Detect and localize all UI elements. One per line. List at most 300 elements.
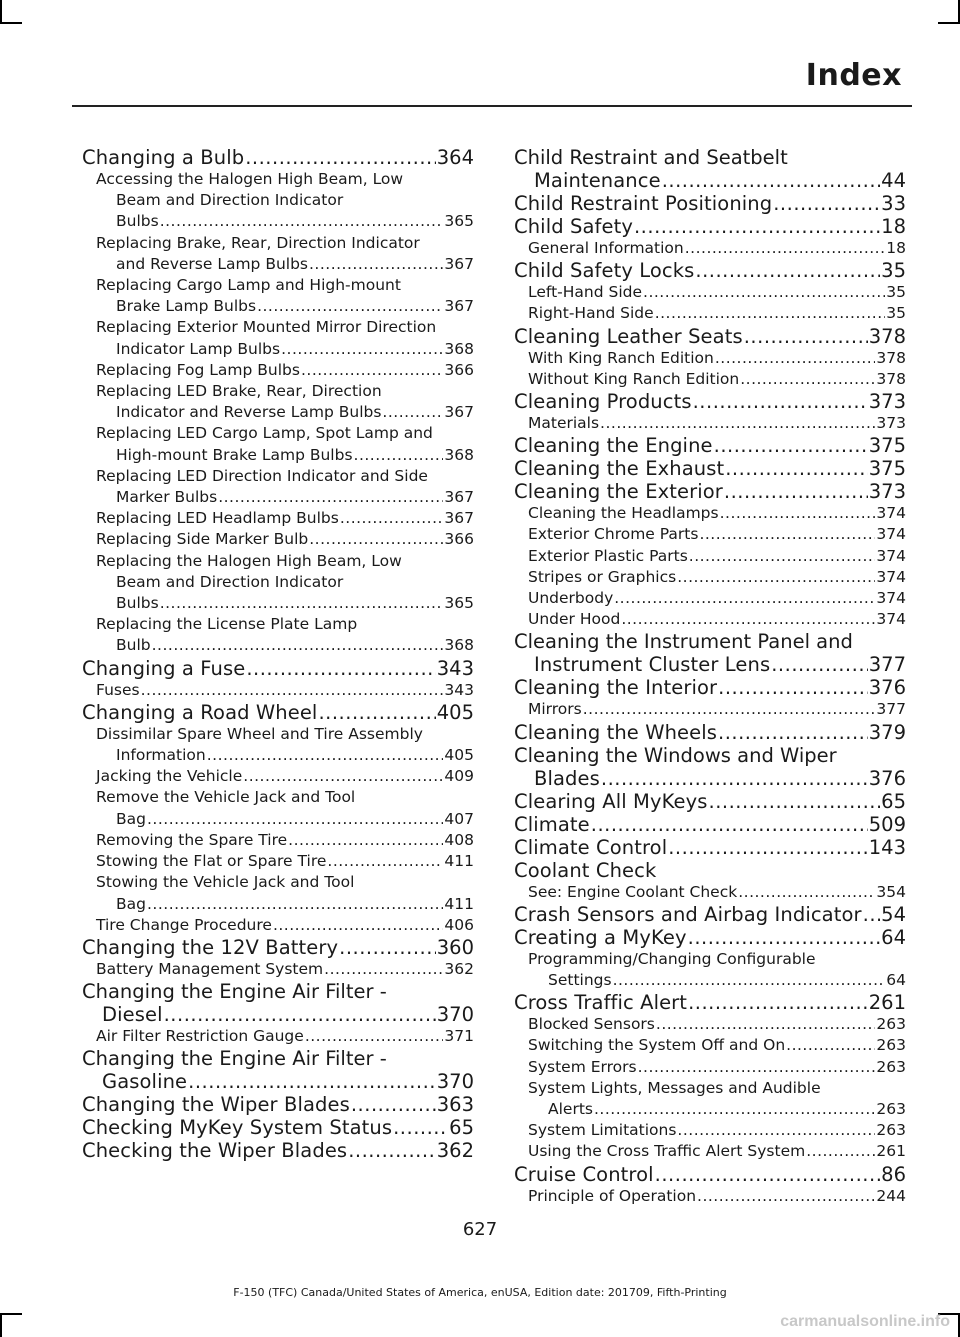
index-entry: [82, 551, 474, 615]
entry-label-continued: [96, 593, 474, 614]
leader-dots: [273, 915, 443, 936]
entry-label-continued: [96, 339, 474, 360]
entry-label: Cleaning the Exterior: [514, 480, 723, 504]
entry-label: Right-Hand Side: [528, 304, 654, 323]
leader-dots: [668, 836, 868, 859]
index-entry: [514, 1014, 906, 1035]
entry-page: 261: [868, 991, 906, 1015]
index-entry: [514, 1186, 906, 1207]
entry-label: Replacing Exterior Mounted Mirror Direction: [96, 318, 437, 337]
entry-page: 374: [876, 589, 906, 608]
index-entry: [514, 503, 906, 524]
entry-label-continued: [96, 894, 474, 915]
entry-label: Replacing LED Direction Indicator and Side: [96, 466, 428, 485]
entry-page: 35: [886, 283, 906, 302]
leader-dots: [695, 259, 880, 282]
index-entry: [82, 423, 474, 465]
leader-dots: [614, 588, 875, 609]
entry-page: 363: [436, 1093, 474, 1117]
leader-dots: [160, 593, 444, 614]
index-entry: [82, 872, 474, 914]
entry-label: Creating a MyKey: [514, 925, 687, 949]
entry-page: 368: [444, 339, 474, 358]
entry-label: Child Safety: [514, 215, 633, 238]
leader-dots: [246, 657, 435, 680]
leader-dots: [656, 1014, 876, 1035]
leader-dots: [188, 1070, 436, 1093]
entry-page: 263: [876, 1100, 906, 1119]
entry-page: 18: [881, 215, 906, 238]
index-entry: [82, 360, 474, 381]
index-entry: [82, 169, 474, 233]
leader-dots: [655, 303, 886, 324]
entry-page: 376: [868, 766, 906, 790]
index-entry: [82, 317, 474, 359]
entry-label: Remove the Vehicle Jack and Tool: [96, 788, 356, 807]
crop-mark: [0, 0, 2, 22]
index-entry: [82, 915, 474, 936]
index-entry: [514, 567, 906, 588]
index-entry: [82, 529, 474, 550]
entry-page: 411: [444, 894, 474, 913]
entry-label: Air Filter Restriction Gauge: [96, 1027, 304, 1046]
entry-page: 405: [444, 746, 474, 765]
entry-page: 368: [444, 445, 474, 464]
entry-label: Changing a Road Wheel: [82, 700, 318, 724]
index-entry: [514, 390, 906, 413]
page-number: 627: [462, 1219, 498, 1240]
entry-label: Bag: [116, 809, 146, 828]
entry-label: Cross Traffic Alert: [514, 991, 688, 1015]
leader-dots: [693, 390, 868, 413]
entry-label: Indicator and Reverse Lamp Bulbs: [116, 403, 382, 422]
watermark: carmanualsonline.info: [780, 1313, 950, 1330]
leader-dots: [677, 567, 875, 588]
entry-page: 35: [886, 304, 906, 323]
index-entry: [82, 233, 474, 275]
entry-page: 373: [876, 414, 906, 433]
crop-mark: [938, 22, 960, 24]
index-entry: [514, 588, 906, 609]
leader-dots: [688, 991, 868, 1014]
entry-label: Replacing LED Brake, Rear, Direction: [96, 382, 382, 401]
entry-label: Indicator Lamp Bulbs: [116, 339, 281, 358]
leader-dots: [786, 1035, 875, 1056]
entry-label: Materials: [528, 414, 600, 433]
entry-label: Exterior Chrome Parts: [528, 525, 699, 544]
entry-page: 244: [876, 1186, 906, 1205]
entry-label: Replacing LED Cargo Lamp, Spot Lamp and: [96, 424, 433, 443]
index-entry: [514, 699, 906, 720]
entry-label: Dissimilar Spare Wheel and Tire Assembly: [96, 724, 423, 743]
index-entry: [514, 457, 906, 480]
index-entry: [514, 859, 906, 882]
entry-label: Cruise Control: [514, 1162, 654, 1186]
entry-page: 405: [436, 700, 474, 724]
leader-dots: [288, 830, 443, 851]
leader-dots: [600, 413, 875, 434]
index-entry: [514, 836, 906, 859]
index-entry: [514, 630, 906, 676]
index-entry: [514, 413, 906, 434]
index-entry: [82, 381, 474, 423]
entry-page: 367: [444, 254, 474, 273]
entry-page: 64: [881, 925, 906, 949]
entry-page: 365: [444, 594, 474, 613]
entry-page: 379: [868, 720, 906, 744]
leader-dots: [689, 546, 876, 567]
entry-label: Replacing LED Headlamp Bulbs: [96, 509, 339, 528]
leader-dots: [718, 676, 868, 699]
entry-label: Settings: [548, 971, 612, 990]
entry-label: Alerts: [548, 1100, 593, 1119]
entry-label: Replacing Brake, Rear, Direction Indicator: [96, 233, 420, 252]
index-entry: [82, 1093, 474, 1116]
index-entry: [514, 609, 906, 630]
entry-page: 367: [444, 509, 474, 528]
index-entry: [514, 192, 906, 215]
leader-dots: [697, 1186, 875, 1207]
entry-label: Changing the Wiper Blades: [82, 1093, 350, 1117]
leader-dots: [393, 1116, 448, 1139]
leader-dots: [720, 503, 876, 524]
entry-label: Crash Sensors and Airbag Indicator: [514, 902, 862, 926]
entry-label: Switching the System Off and On: [528, 1036, 786, 1055]
entry-label: With King Ranch Edition: [528, 348, 714, 367]
index-entry: [82, 275, 474, 317]
entry-label: Instrument Cluster Lens: [534, 653, 771, 677]
index-entry: [514, 813, 906, 836]
leader-dots: [621, 609, 875, 630]
entry-page: 373: [868, 390, 906, 414]
index-entry: [514, 790, 906, 813]
entry-label-continued: [82, 1003, 474, 1026]
entry-label: Changing the Engine Air Filter -: [82, 980, 387, 1004]
index-entry: [82, 614, 474, 656]
index-entry: [514, 1078, 906, 1120]
index-entry: [514, 480, 906, 503]
entry-label: Changing a Bulb: [82, 146, 245, 169]
entry-label: Underbody: [528, 589, 614, 608]
leader-dots: [160, 211, 444, 232]
entry-page: 409: [444, 767, 474, 786]
entry-label: See: Engine Coolant Check: [528, 882, 738, 901]
entry-label: Removing the Spare Tire: [96, 830, 288, 849]
leader-dots: [309, 529, 443, 550]
entry-page: 263: [876, 1036, 906, 1055]
entry-page: 354: [876, 882, 906, 901]
entry-label: Fuses: [96, 680, 140, 699]
entry-label: Child Restraint Positioning: [514, 192, 773, 215]
entry-page: 374: [876, 525, 906, 544]
index-entry: [82, 851, 474, 872]
entry-page: 377: [876, 700, 906, 719]
entry-page: 375: [868, 434, 906, 458]
index-entry: [514, 1141, 906, 1162]
entry-label: and Reverse Lamp Bulbs: [116, 254, 308, 273]
leader-dots: [773, 192, 880, 215]
entry-page: 143: [868, 835, 906, 859]
entry-page: 343: [444, 680, 474, 699]
index-entry: [514, 546, 906, 567]
index-entry: [514, 882, 906, 903]
entry-label: System Limitations: [528, 1121, 677, 1140]
entry-page: 367: [444, 488, 474, 507]
index-entry: [514, 1120, 906, 1141]
leader-dots: [718, 721, 868, 744]
entry-label: Coolant Check: [514, 858, 657, 882]
index-entry: [82, 787, 474, 829]
leader-dots: [591, 813, 868, 836]
entry-label-continued: [96, 809, 474, 830]
leader-dots: [677, 1120, 875, 1141]
entry-page: 370: [436, 1070, 474, 1094]
header-divider: [72, 105, 912, 107]
leader-dots: [643, 282, 885, 303]
entry-label: Principle of Operation: [528, 1186, 697, 1205]
leader-dots: [594, 1099, 875, 1120]
index-entry: [82, 657, 474, 680]
entry-page: 377: [868, 653, 906, 677]
leader-dots: [662, 169, 880, 192]
entry-label: Cleaning the Interior: [514, 676, 718, 700]
entry-label: Battery Management System: [96, 959, 324, 978]
leader-dots: [318, 701, 435, 724]
entry-label: Checking MyKey System Status: [82, 1116, 393, 1140]
index-entry: [82, 1026, 474, 1047]
entry-page: 368: [444, 636, 474, 655]
entry-page: 18: [886, 239, 906, 257]
leader-dots: [147, 894, 443, 915]
leader-dots: [688, 926, 881, 949]
entry-label: System Errors: [528, 1057, 637, 1076]
entry-page: 406: [444, 915, 474, 934]
entry-label-continued: [514, 653, 906, 676]
index-entry: [514, 524, 906, 545]
entry-page: 367: [444, 403, 474, 422]
entry-page: 263: [876, 1057, 906, 1076]
crop-mark: [0, 22, 22, 24]
index-entry: [82, 936, 474, 959]
entry-page: 509: [868, 812, 906, 836]
entry-label: Cleaning Products: [514, 390, 692, 414]
entry-label: Stowing the Flat or Spare Tire: [96, 852, 327, 871]
leader-dots: [305, 1026, 444, 1047]
entry-label: Information: [116, 746, 206, 765]
index-entry: [514, 369, 906, 390]
index-entry: [82, 766, 474, 787]
entry-page: 263: [876, 1015, 906, 1034]
leader-dots: [218, 487, 443, 508]
index-entry: [514, 926, 906, 949]
leader-dots: [724, 480, 868, 503]
entry-label: Mirrors: [528, 700, 582, 719]
leader-dots: [354, 445, 444, 466]
index-entry: [514, 146, 906, 192]
entry-label: Under Hood: [528, 610, 621, 629]
entry-label: Cleaning the Wheels: [514, 720, 718, 744]
leader-dots: [152, 635, 444, 656]
entry-label: System Lights, Messages and Audible: [528, 1078, 821, 1097]
entry-page: 33: [881, 192, 906, 215]
entry-label: Gasoline: [102, 1070, 188, 1094]
entry-label-continued: [96, 487, 474, 508]
entry-page: 371: [444, 1027, 474, 1046]
leader-dots: [164, 1003, 436, 1026]
entry-label-continued: [96, 211, 474, 232]
edition-note: F-150 (TFC) Canada/United States of America, enUSA, Edition date: 201709, Fifth-Printing: [233, 1286, 727, 1299]
entry-label-continued: [528, 1099, 906, 1120]
entry-label-continued: [96, 745, 474, 766]
entry-label: Climate Control: [514, 835, 668, 859]
entry-label-continued: [96, 296, 474, 317]
leader-dots: [714, 434, 868, 457]
entry-page: 374: [876, 546, 906, 565]
entry-page: 366: [444, 360, 474, 379]
entry-label-continued: [96, 402, 474, 423]
entry-label: Brake Lamp Bulbs: [116, 297, 257, 316]
leader-dots: [685, 238, 886, 259]
entry-page: 376: [868, 676, 906, 700]
leader-dots: [324, 959, 443, 980]
index-entry: [514, 676, 906, 699]
entry-page: 65: [449, 1116, 474, 1140]
index-entry: [82, 724, 474, 766]
index-entry: [514, 282, 906, 303]
entry-page: 343: [436, 656, 474, 680]
entry-label: Stripes or Graphics: [528, 567, 677, 586]
entry-page: 362: [436, 1139, 474, 1163]
entry-page: 35: [881, 259, 906, 283]
leader-dots: [638, 1057, 876, 1078]
crop-mark: [0, 1313, 22, 1315]
leader-dots: [601, 767, 868, 790]
entry-label: Jacking the Vehicle: [96, 767, 243, 786]
entry-page: 360: [436, 935, 474, 959]
entry-label: Bulb: [116, 636, 151, 655]
entry-page: 362: [444, 959, 474, 978]
index-entry: [82, 830, 474, 851]
entry-label-continued: [96, 254, 474, 275]
leader-dots: [634, 215, 880, 238]
index-entry: [82, 701, 474, 724]
leader-dots: [715, 348, 876, 369]
entry-label: Changing a Fuse: [82, 656, 246, 680]
entry-label-continued: [82, 1070, 474, 1093]
index-entry: [82, 466, 474, 508]
entry-page: 365: [444, 212, 474, 231]
entry-label: Changing the Engine Air Filter -: [82, 1047, 387, 1071]
entry-label-continued: [514, 767, 906, 790]
entry-label-continued: [528, 970, 906, 991]
leader-dots: [340, 508, 444, 529]
leader-dots: [740, 369, 875, 390]
entry-label: Cleaning the Engine: [514, 434, 713, 458]
index-entry: [82, 1116, 474, 1139]
index-entry: [82, 1139, 474, 1162]
entry-label: Cleaning the Headlamps: [528, 504, 719, 523]
entry-label: Checking the Wiper Blades: [82, 1139, 348, 1163]
entry-page: 378: [876, 369, 906, 388]
leader-dots: [327, 851, 443, 872]
entry-label: Using the Cross Traffic Alert System: [528, 1142, 806, 1161]
entry-label: Maintenance: [534, 169, 661, 192]
leader-dots: [738, 882, 875, 903]
entry-page: 364: [436, 146, 474, 169]
entry-label: Replacing Fog Lamp Bulbs: [96, 360, 300, 379]
entry-label: Replacing the Halogen High Beam, Low: [96, 551, 402, 570]
index-entry: [514, 215, 906, 238]
entry-page: 54: [881, 902, 906, 926]
entry-label: High-mount Brake Lamp Bulbs: [116, 445, 353, 464]
page-title: Index: [805, 58, 902, 93]
index-entry: [514, 434, 906, 457]
index-entry: [514, 903, 906, 926]
entry-page: 370: [436, 1003, 474, 1027]
entry-label-continued: [96, 635, 474, 656]
leader-dots: [863, 903, 881, 926]
entry-page: 378: [876, 348, 906, 367]
index-entry: [82, 146, 474, 169]
entry-page: 366: [444, 530, 474, 549]
index-entry: [82, 959, 474, 980]
entry-label: Stowing the Vehicle Jack and Tool: [96, 873, 355, 892]
entry-label: Changing the 12V Battery: [82, 935, 339, 959]
entry-label: Accessing the Halogen High Beam, Low: [96, 170, 404, 188]
entry-label: Diesel: [102, 1003, 163, 1027]
entry-page: 408: [444, 830, 474, 849]
index-entry: [514, 325, 906, 348]
entry-label: Exterior Plastic Parts: [528, 546, 688, 565]
leader-dots: [351, 1093, 436, 1116]
entry-page: 374: [876, 504, 906, 523]
entry-page: 373: [868, 480, 906, 504]
index-entry: [514, 238, 906, 259]
entry-page: 367: [444, 297, 474, 316]
entry-page: 374: [876, 610, 906, 629]
leader-dots: [655, 1163, 881, 1186]
leader-dots: [257, 296, 443, 317]
entry-page: 411: [444, 852, 474, 871]
entry-page: 65: [881, 789, 906, 813]
leader-dots: [771, 653, 868, 676]
entry-page: 378: [868, 324, 906, 348]
entry-page: 407: [444, 809, 474, 828]
entry-page: 375: [868, 457, 906, 481]
index-entry: [514, 259, 906, 282]
leader-dots: [806, 1141, 875, 1162]
entry-label-continued: [96, 445, 474, 466]
entry-label: Without King Ranch Edition: [528, 369, 740, 388]
entry-page: 64: [886, 971, 906, 990]
leader-dots: [207, 745, 444, 766]
entry-page: 261: [876, 1142, 906, 1161]
entry-label: Child Safety Locks: [514, 259, 695, 283]
entry-label: Marker Bulbs: [116, 488, 218, 507]
leader-dots: [281, 339, 443, 360]
entry-page: 86: [881, 1162, 906, 1186]
leader-dots: [141, 680, 444, 701]
entry-label: Climate: [514, 812, 590, 836]
leader-dots: [245, 146, 436, 169]
entry-label: Replacing Cargo Lamp and High-mount: [96, 276, 401, 295]
leader-dots: [382, 402, 443, 423]
leader-dots: [709, 790, 881, 813]
index-entry: [514, 949, 906, 991]
entry-label: Bulbs: [116, 594, 159, 613]
entry-label: Tire Change Procedure: [96, 915, 272, 934]
leader-dots: [699, 524, 875, 545]
